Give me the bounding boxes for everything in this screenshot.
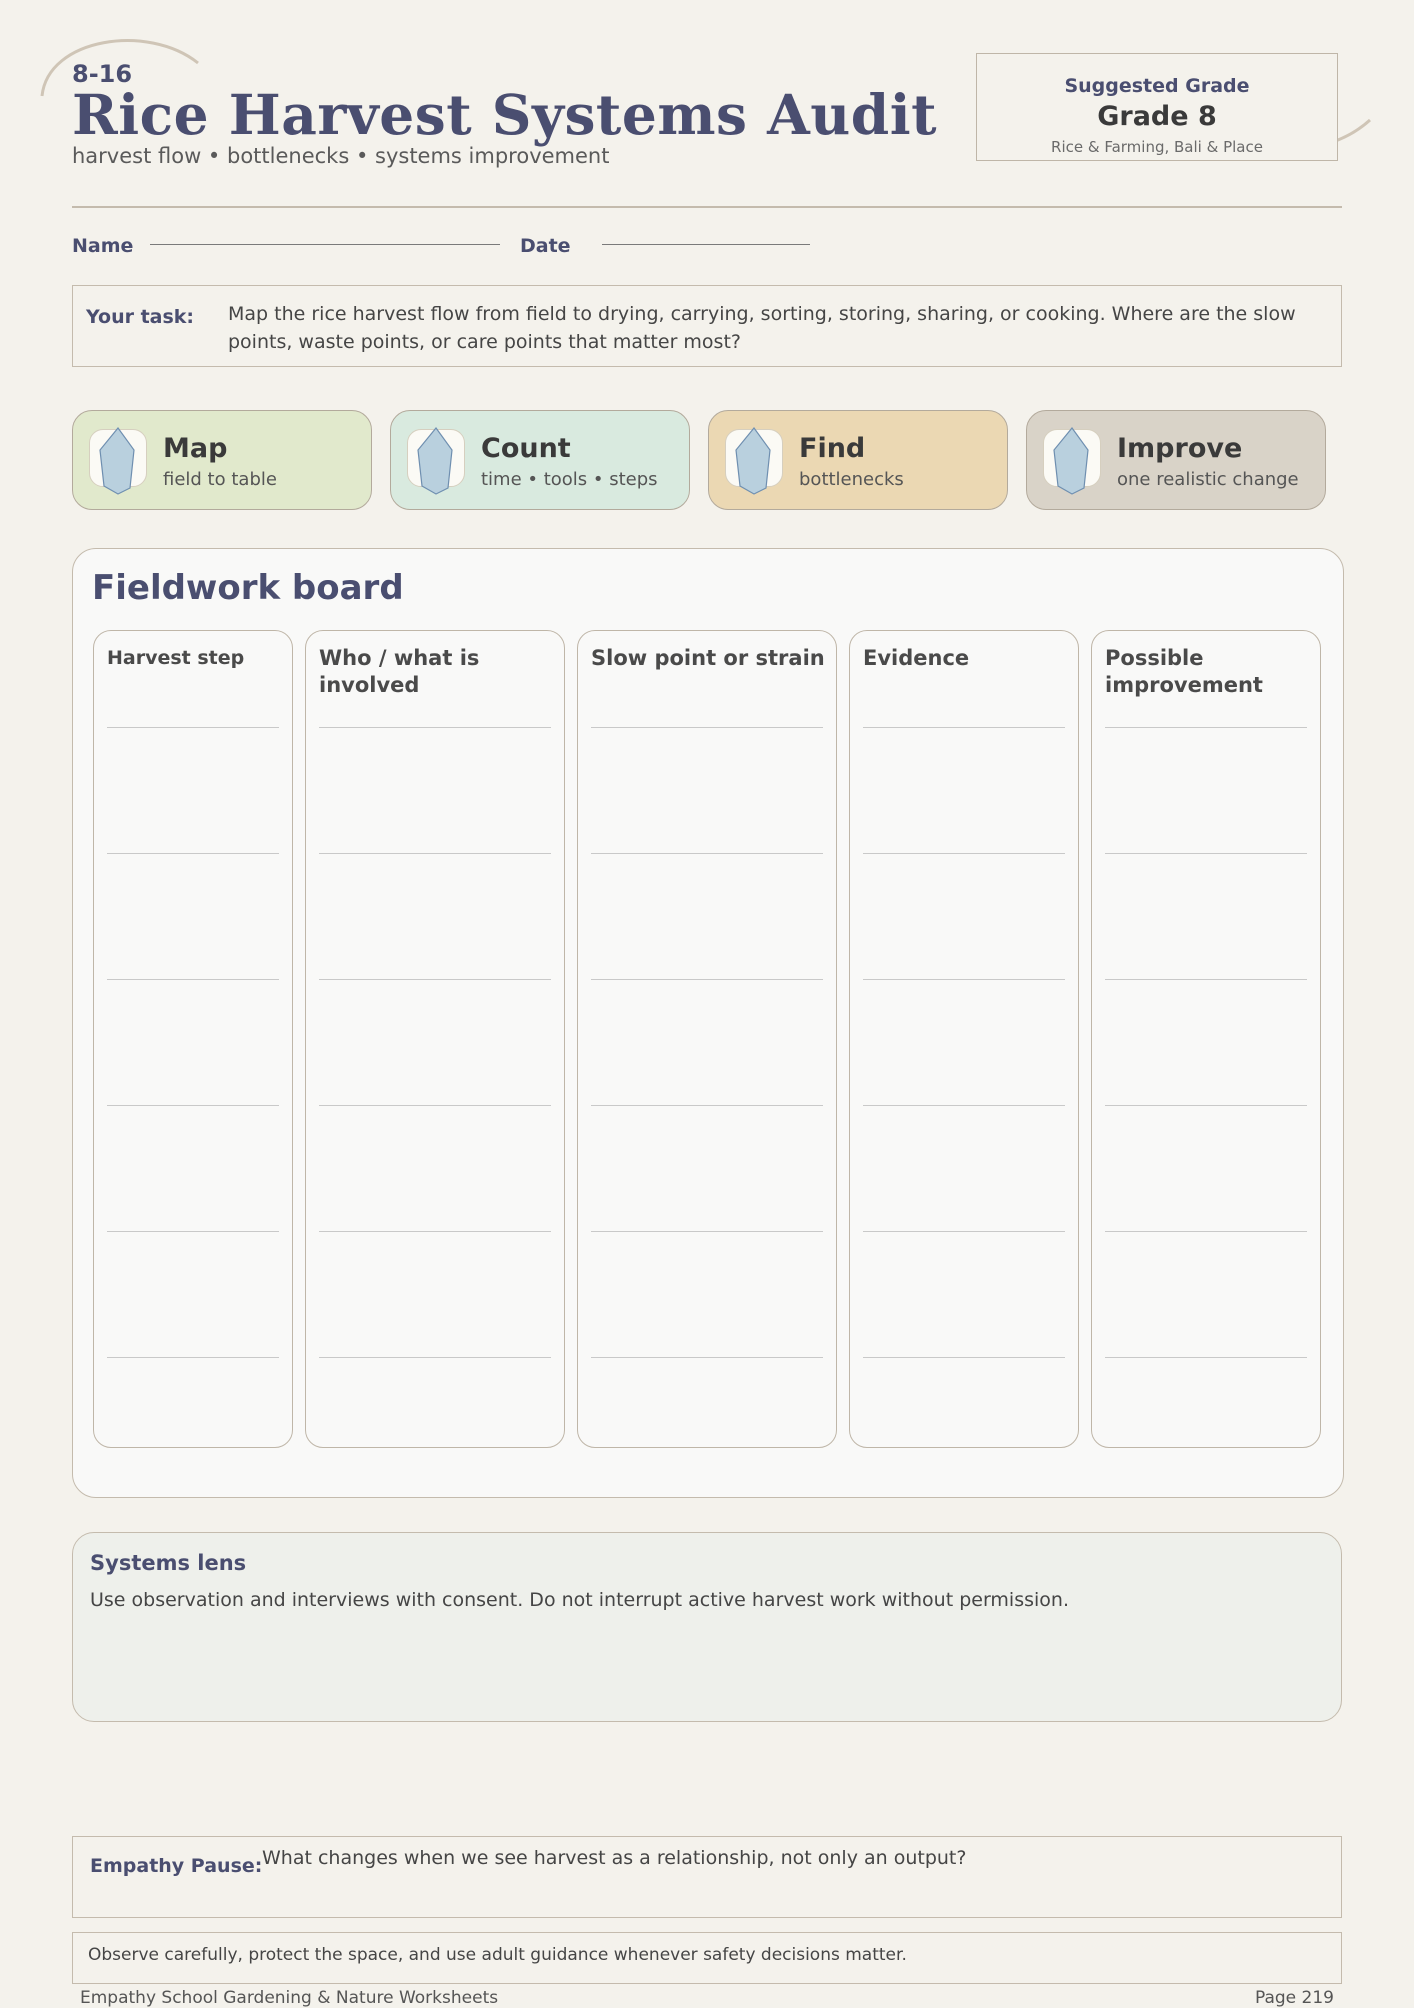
date-label: Date: [520, 235, 571, 257]
step-title: Count: [481, 433, 571, 464]
page-subtitle: harvest flow • bottlenecks • systems improvement: [72, 144, 610, 168]
icon-frame: [1043, 429, 1101, 487]
icon-frame: [725, 429, 783, 487]
icon-frame: [89, 429, 147, 487]
writing-line[interactable]: [319, 727, 551, 728]
writing-line[interactable]: [1105, 1231, 1307, 1232]
task-text: Map the rice harvest flow from field to drying, carrying, sorting, storing, sharing, or cooking. Where are the slow points, waste points, or care points that matter most?: [228, 303, 1296, 353]
water-drop-icon: [730, 424, 778, 496]
step-title: Map: [163, 433, 228, 464]
writing-line[interactable]: [863, 727, 1065, 728]
step-subtitle: bottlenecks: [799, 469, 904, 490]
column-header: Possible improvement: [1105, 646, 1263, 697]
writing-line[interactable]: [863, 1357, 1065, 1358]
writing-line[interactable]: [107, 1357, 279, 1358]
grade-box: [976, 53, 1338, 161]
writing-line[interactable]: [591, 727, 823, 728]
age-range: 8-16: [72, 60, 133, 88]
lens-text: Use observation and interviews with consent. Do not interrupt active harvest work without permission.: [90, 1589, 1069, 1611]
pause-label: Empathy Pause:: [90, 1855, 263, 1877]
column-header: Slow point or strain: [591, 646, 825, 670]
board-column: [305, 630, 565, 1448]
board-column: [93, 630, 293, 1448]
board-column: [849, 630, 1079, 1448]
writing-line[interactable]: [1105, 979, 1307, 980]
writing-line[interactable]: [591, 853, 823, 854]
grade-value: Grade 8: [1097, 101, 1217, 132]
writing-line[interactable]: [107, 1105, 279, 1106]
safety-text: Observe carefully, protect the space, and use adult guidance whenever safety decisions matter.: [88, 1945, 907, 1965]
page-title: Rice Harvest Systems Audit: [72, 82, 938, 147]
step-title: Improve: [1117, 433, 1243, 464]
systems-lens: [72, 1532, 1342, 1722]
name-label: Name: [72, 235, 134, 257]
grade-topic: Rice & Farming, Bali & Place: [1051, 138, 1263, 156]
empathy-pause: [72, 1836, 1342, 1918]
safety-note: [72, 1932, 1342, 1984]
lens-title: Systems lens: [90, 1551, 247, 1575]
board-column: [577, 630, 837, 1448]
water-drop-icon: [1048, 424, 1096, 496]
writing-line[interactable]: [319, 1105, 551, 1106]
step-card-find: [708, 410, 1008, 510]
writing-line[interactable]: [591, 979, 823, 980]
column-header: Who / what is involved: [319, 646, 480, 697]
writing-line[interactable]: [863, 1231, 1065, 1232]
step-subtitle: time • tools • steps: [481, 469, 658, 490]
column-header: Harvest step: [107, 647, 245, 669]
name-line[interactable]: [150, 244, 500, 245]
writing-line[interactable]: [319, 853, 551, 854]
writing-line[interactable]: [319, 979, 551, 980]
writing-line[interactable]: [863, 979, 1065, 980]
icon-frame: [407, 429, 465, 487]
footer-left: Empathy School Gardening & Nature Worksheets: [80, 1988, 499, 2008]
header-divider: [72, 206, 1342, 208]
writing-line[interactable]: [591, 1105, 823, 1106]
step-subtitle: field to table: [163, 469, 277, 490]
writing-line[interactable]: [591, 1231, 823, 1232]
step-card-improve: [1026, 410, 1326, 510]
writing-line[interactable]: [863, 853, 1065, 854]
writing-line[interactable]: [863, 1105, 1065, 1106]
step-card-map: [72, 410, 372, 510]
board-title: Fieldwork board: [92, 568, 404, 608]
writing-line[interactable]: [1105, 727, 1307, 728]
writing-line[interactable]: [107, 979, 279, 980]
writing-line[interactable]: [1105, 853, 1307, 854]
writing-line[interactable]: [107, 727, 279, 728]
footer-page-number: Page 219: [1254, 1988, 1334, 2008]
writing-line[interactable]: [107, 1231, 279, 1232]
water-drop-icon: [412, 424, 460, 496]
writing-line[interactable]: [319, 1357, 551, 1358]
writing-line[interactable]: [591, 1357, 823, 1358]
writing-line[interactable]: [1105, 1357, 1307, 1358]
writing-line[interactable]: [1105, 1105, 1307, 1106]
writing-line[interactable]: [107, 853, 279, 854]
step-card-count: [390, 410, 690, 510]
step-subtitle: one realistic change: [1117, 469, 1299, 490]
step-title: Find: [799, 433, 866, 464]
board-column: [1091, 630, 1321, 1448]
task-box: [72, 285, 1342, 367]
task-label: Your task:: [86, 306, 195, 328]
water-drop-icon: [94, 424, 142, 496]
grade-label: Suggested Grade: [1064, 75, 1250, 97]
date-line[interactable]: [602, 244, 810, 245]
pause-text: What changes when we see harvest as a relationship, not only an output?: [262, 1847, 967, 1869]
writing-line[interactable]: [319, 1231, 551, 1232]
column-header: Evidence: [863, 646, 970, 670]
